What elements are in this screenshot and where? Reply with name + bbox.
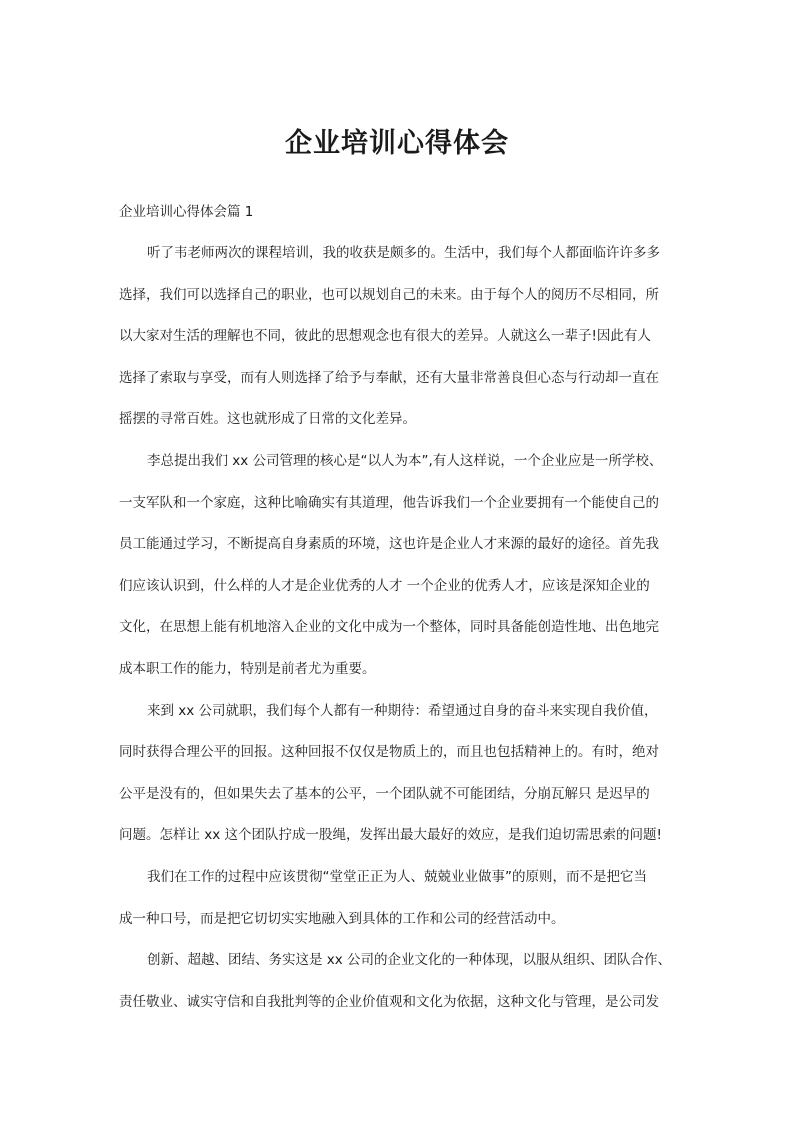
section-subtitle: 企业培训心得体会篇 1 (119, 204, 254, 220)
text-line: 以大家对生活的理解也不同，彼此的思想观念也有很大的差异。人就这么一辈子!因此有人 (119, 328, 651, 345)
paragraph-2 (119, 449, 685, 699)
text-line: 们应该认识到，什么样的人才是企业优秀的人才 一个企业的优秀人才，应该是深知企业的 (119, 577, 650, 594)
text-line: 选择，我们可以选择自己的职业，也可以规划自己的未来。由于每个人的阅历不尽相同，所 (119, 286, 659, 303)
text-line: 成一种口号，而是把它切切实实地融入到具体的工作和公司的经营活动中。 (119, 910, 565, 927)
text-line: 责任敬业、诚实守信和自我批判等的企业价值观和文化为依据，这种文化与管理，是公司发 (119, 993, 659, 1010)
text-line: 公平是没有的，但如果失去了基本的公平，一个团队就不可能团结，分崩瓦解只 是迟早的 (119, 785, 650, 802)
text-line: 同时获得合理公平的回报。这种回报不仅仅是物质上的，而且也包括精神上的。有时，绝对 (119, 744, 659, 761)
text-line: 成本职工作的能力，特别是前者尤为重要。 (119, 660, 376, 677)
text-line: 李总提出我们 xx 公司管理的核心是“以人为本”,有人这样说，一个企业应是一所学校、 (147, 452, 663, 469)
page-title: 企业培训心得体会 (285, 128, 509, 159)
text-line: 一支军队和一个家庭，这种比喻确实有其道理，他告诉我们一个企业要拥有一个能使自己的 (119, 494, 659, 511)
text-line: 创新、超越、团结、务实这是 xx 公司的企业文化的一种体现，以服从组织、团队合作、 (147, 952, 672, 969)
text-line: 选择了索取与享受，而有人则选择了给予与奉献，还有大量非常善良但心态与行动却一直在 (119, 369, 659, 386)
document-body (119, 241, 685, 1031)
text-line: 来到 xx 公司就职，我们每个人都有一种期待：希望通过自身的奋斗来实现自我价值， (147, 702, 658, 719)
text-line: 我们在工作的过程中应该贯彻“堂堂正正为人、兢兢业业做事”的原则，而不是把它当 (147, 868, 647, 885)
text-line: 问题。怎样让 xx 这个团队拧成一股绳，发挥出最大最好的效应，是我们迫切需思索的问题! (119, 827, 662, 844)
text-line: 摇摆的寻常百姓。这也就形成了日常的文化差异。 (119, 411, 416, 428)
paragraph-5 (119, 948, 685, 1031)
text-line: 员工能通过学习，不断提高自身素质的环境，这也许是企业人才来源的最好的途径。首先我 (119, 536, 659, 553)
paragraph-3 (119, 699, 685, 865)
paragraph-1 (119, 241, 685, 449)
text-line: 文化，在思想上能有机地溶入企业的文化中成为一个整体，同时具备能创造性地、出色地完 (119, 619, 659, 636)
text-line: 听了韦老师两次的课程培训，我的收获是颇多的。生活中，我们每个人都面临许许多多 (147, 245, 660, 261)
paragraph-4 (119, 865, 685, 948)
